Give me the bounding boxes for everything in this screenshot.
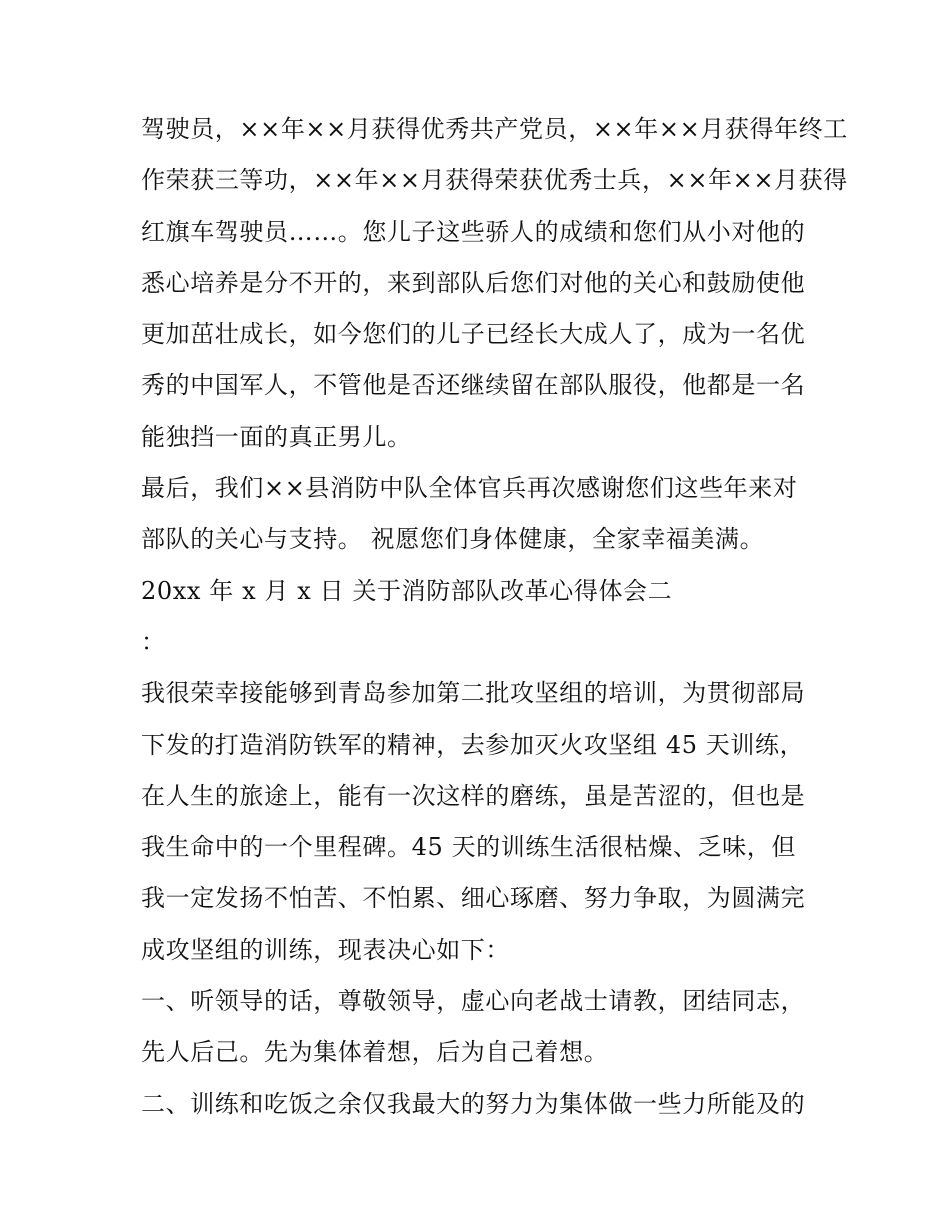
text-line: 先人后己。先为集体着想，后为自己着想。 — [141, 1038, 609, 1067]
text-line: 作荣获三等功，××年××月获得荣获优秀士兵，××年××月获得 — [141, 166, 848, 195]
text-line: 秀的中国军人，不管他是否还继续留在部队服役，他都是一名 — [141, 371, 806, 400]
text-line: 我一定发扬不怕苦、不怕累、细心琢磨、努力争取，为圆满完 — [141, 884, 806, 913]
text-line: 最后，我们××县消防中队全体官兵再次感谢您们这些年来对 — [141, 474, 798, 503]
text-line: 我生命中的一个里程碑。45 天的训练生活很枯燥、乏味，但 — [141, 833, 796, 862]
text-line: 一、听领导的话，尊敬领导，虚心向老战士请教，团结同志， — [141, 987, 806, 1016]
text-line: 部队的关心与支持。 祝愿您们身体健康，全家幸福美满。 — [141, 525, 765, 554]
text-line: 我很荣幸接能够到青岛参加第二批攻坚组的培训，为贯彻部局 — [141, 679, 806, 708]
text-line: 二、训练和吃饭之余仅我最大的努力为集体做一些力所能及的 — [141, 1089, 806, 1118]
text-line: 下发的打造消防铁军的精神，去参加灭火攻坚组 45 天训练， — [141, 730, 805, 759]
text-line: 悉心培养是分不开的，来到部队后您们对他的关心和鼓励使他 — [141, 268, 806, 297]
document-body — [141, 104, 848, 1130]
text-line: 红旗车驾驶员……。您儿子这些骄人的成绩和您们从小对他的 — [141, 217, 806, 246]
text-line: 驾驶员，××年××月获得优秀共产党员，××年××月获得年终工 — [141, 115, 848, 143]
text-line: ： — [141, 627, 166, 656]
text-line: 在人生的旅途上，能有一次这样的磨练，虽是苦涩的，但也是 — [141, 781, 806, 810]
text-line: 成攻坚组的训练，现表决心如下： — [141, 935, 510, 964]
text-line: 能独挡一面的真正男儿。 — [141, 422, 412, 451]
text-line: 更加茁壮成长，如今您们的儿子已经长大成人了，成为一名优 — [141, 320, 806, 349]
text-line: 20xx 年 x 月 x 日 关于消防部队改革心得体会二 — [141, 576, 673, 605]
